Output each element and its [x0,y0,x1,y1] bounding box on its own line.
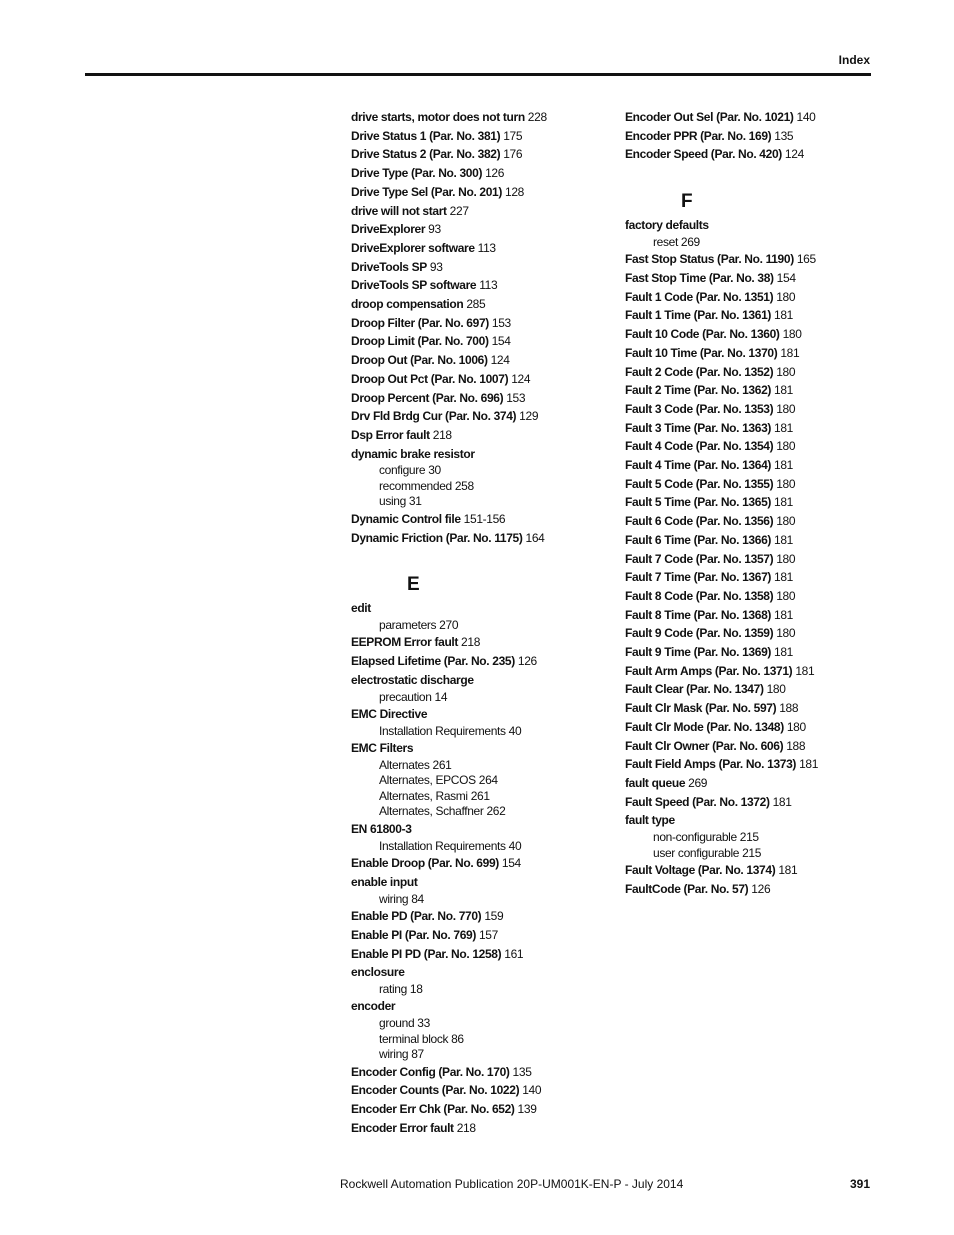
index-entry [351,276,631,295]
index-entry [625,774,905,793]
index-entry [625,699,905,718]
index-term: Fast Stop Time (Par. No. 38) [625,271,774,286]
index-entry [625,811,905,830]
index-subentry: using 31 [379,494,422,509]
index-term: EN 61800-3 [351,821,412,836]
index-term: Dsp Error fault [351,427,430,442]
index-page-ref[interactable]: 181 [774,308,794,323]
index-term: Encoder Counts (Par. No. 1022) [351,1083,520,1098]
index-page-ref[interactable]: 159 [484,909,504,924]
index-entry [625,456,905,475]
index-entry [351,1100,631,1119]
index-page-ref[interactable]: 181 [795,663,815,678]
index-page-ref[interactable]: 154 [501,856,521,871]
index-entry [625,512,905,531]
index-entry [625,127,905,146]
index-entry [351,1119,631,1138]
index-page-ref[interactable]: 180 [776,364,796,379]
index-entry [351,945,631,964]
index-entry [351,389,631,408]
index-subentry: recommended 258 [379,478,474,493]
index-term: factory defaults [625,218,709,233]
index-term: Encoder PPR (Par. No. 169) [625,128,772,143]
index-page-ref[interactable]: 153 [506,390,526,405]
index-page-ref[interactable]: 188 [786,738,806,753]
index-page-ref[interactable]: 181 [774,645,794,660]
index-term: Fault 3 Time (Par. No. 1363) [625,420,772,435]
index-page-ref[interactable]: 124 [511,371,531,386]
index-page-ref[interactable]: 180 [776,476,796,491]
index-page-ref[interactable]: 181 [774,383,794,398]
index-term: Droop Percent (Par. No. 696) [351,390,504,405]
index-entry [625,250,905,269]
index-entry [351,127,631,146]
index-page-ref[interactable]: 181 [774,420,794,435]
index-term: EMC Filters [351,741,414,756]
index-subentry: reset 269 [653,234,700,249]
index-page-ref[interactable]: 140 [522,1083,542,1098]
index-entry [351,239,631,258]
index-entry [625,437,905,456]
index-page-ref[interactable]: 180 [776,401,796,416]
index-page-ref[interactable]: 126 [485,166,505,181]
index-term: Fault 8 Time (Par. No. 1368) [625,607,772,622]
index-subentry: non-configurable 215 [653,830,759,845]
index-page-ref[interactable]: 180 [776,588,796,603]
index-page-ref[interactable]: 154 [776,271,796,286]
index-entry [351,633,631,652]
index-term: dynamic brake resistor [351,446,475,461]
index-term: Fault Clr Mask (Par. No. 597) [625,701,777,716]
index-term: DriveExplorer software [351,240,475,255]
header-rule [85,73,871,76]
index-term: Enable Droop (Par. No. 699) [351,856,499,871]
index-page-ref[interactable]: 124 [784,147,804,162]
index-entry [351,351,631,370]
index-entry [625,861,905,880]
index-term: Droop Out (Par. No. 1006) [351,353,488,368]
index-entry [351,164,631,183]
index-page-ref[interactable]: 153 [491,315,511,330]
index-page-ref[interactable]: 227 [449,203,469,218]
index-entry [625,344,905,363]
index-term: Encoder Config (Par. No. 170) [351,1064,510,1079]
index-entry [351,739,631,758]
index-page-ref[interactable]: 181 [772,794,792,809]
index-term: Dynamic Friction (Par. No. 1175) [351,530,523,545]
index-page-ref[interactable]: 151-156 [463,511,506,526]
footer-publication: Rockwell Automation Publication 20P-UM001K-EN-P - July 2014 [340,1177,684,1191]
index-entry [351,510,631,529]
index-entry [625,419,905,438]
index-page-ref[interactable]: 165 [796,252,816,267]
index-page-ref[interactable]: 181 [774,607,794,622]
index-subentry: wiring 84 [379,891,424,906]
index-entry [625,288,905,307]
index-term: DriveTools SP software [351,278,477,293]
index-entry [351,445,631,464]
index-entry [351,145,631,164]
index-page-ref[interactable]: 181 [774,570,794,585]
index-entry [625,737,905,756]
index-subentry: Installation Requirements 40 [379,723,522,738]
index-subentry: Alternates 261 [379,757,452,772]
index-page-ref[interactable]: 228 [527,110,547,124]
index-page-ref[interactable]: 180 [776,551,796,566]
index-term: Fault 10 Time (Par. No. 1370) [625,345,778,360]
index-term: Encoder Error fault [351,1120,454,1135]
index-term: Fault Field Amps (Par. No. 1373) [625,757,797,772]
index-page-ref[interactable]: 126 [517,654,537,669]
index-term: electrostatic discharge [351,672,474,687]
index-subentry: wiring 87 [379,1047,424,1062]
index-entry [351,426,631,445]
index-entry [625,108,905,127]
index-term: Encoder Out Sel (Par. No. 1021) [625,110,794,124]
index-entry [351,529,631,548]
index-page-ref[interactable]: 93 [428,222,441,237]
index-entry [625,755,905,774]
index-column-right [625,108,905,899]
index-page-ref[interactable]: 180 [776,289,796,304]
index-term: drive will not start [351,203,447,218]
index-page-ref[interactable]: 113 [479,278,498,293]
index-term: Fault Clr Owner (Par. No. 606) [625,738,784,753]
index-term: Fault Arm Amps (Par. No. 1371) [625,663,793,678]
index-page-ref[interactable]: 180 [786,719,806,734]
index-term: Fault 9 Code (Par. No. 1359) [625,626,774,641]
index-entry [625,145,905,164]
index-subentry: precaution 14 [379,689,448,704]
index-entry [351,295,631,314]
index-term: Fault 2 Code (Par. No. 1352) [625,364,774,379]
index-entry [351,705,631,724]
index-page-ref[interactable]: 218 [461,635,481,650]
index-page-ref[interactable]: 176 [503,147,523,162]
index-term: Fast Stop Status (Par. No. 1190) [625,252,794,267]
index-subentry: Alternates, Rasmi 261 [379,788,490,803]
index-term: Elapsed Lifetime (Par. No. 235) [351,654,515,669]
index-subentry: parameters 270 [379,617,459,632]
index-term: fault queue [625,776,686,790]
page-number: 391 [849,1177,870,1191]
index-page-ref[interactable]: 93 [429,259,443,274]
index-page-ref[interactable]: 180 [776,626,796,641]
index-term: Drive Type (Par. No. 300) [351,166,483,181]
index-column-left [351,108,631,1137]
index-term: Fault 4 Time (Par. No. 1364) [625,458,772,473]
index-page-ref[interactable]: 135 [512,1064,532,1079]
index-term: Drive Type Sel (Par. No. 201) [351,184,503,199]
index-term: Fault 4 Code (Par. No. 1354) [625,439,774,454]
index-term: Droop Filter (Par. No. 697) [351,315,489,330]
index-entry [625,216,905,235]
index-entry [351,202,631,221]
index-term: Fault Clr Mode (Par. No. 1348) [625,719,784,734]
index-entry [625,643,905,662]
index-page-ref[interactable]: 218 [432,427,452,442]
index-page-ref[interactable]: 180 [776,514,796,529]
index-term: Fault 7 Code (Par. No. 1357) [625,551,774,566]
index-entry [351,314,631,333]
index-term: encoder [351,999,396,1014]
index-entry [351,599,631,618]
index-page-ref[interactable]: 181 [799,757,819,772]
index-term: Fault 7 Time (Par. No. 1367) [625,570,772,585]
index-entry [625,662,905,681]
index-entry [625,400,905,419]
index-page-ref[interactable]: 180 [782,327,802,342]
index-page-ref[interactable]: 154 [491,334,511,349]
index-term: Fault 1 Code (Par. No. 1351) [625,289,774,304]
index-term: Drive Status 1 (Par. No. 381) [351,128,501,143]
index-page-ref[interactable]: 181 [778,863,798,878]
index-term: Fault 8 Code (Par. No. 1358) [625,588,774,603]
index-entry [351,332,631,351]
index-page-ref[interactable]: 181 [774,458,794,473]
index-page-ref[interactable]: 164 [525,530,545,545]
index-term: Fault 5 Code (Par. No. 1355) [625,476,774,491]
index-entry [351,873,631,892]
index-term: Enable PD (Par. No. 770) [351,909,482,924]
index-page-ref[interactable]: 139 [517,1102,537,1117]
index-entry [351,108,631,127]
index-subentry: rating 18 [379,981,423,996]
index-entry [625,363,905,382]
index-term: Fault Clear (Par. No. 1347) [625,682,764,697]
running-header: Index [838,53,870,67]
index-subentry: ground 33 [379,1016,430,1031]
index-subentry: Installation Requirements 40 [379,838,522,853]
index-page-ref[interactable]: 124 [490,353,510,368]
index-entry [351,907,631,926]
index-page-ref[interactable]: 269 [688,776,708,790]
index-term: Fault 3 Code (Par. No. 1353) [625,401,774,416]
index-entry [351,1063,631,1082]
index-subentry: Alternates, EPCOS 264 [379,773,498,788]
index-term: Drv Fld Brdg Cur (Par. No. 374) [351,409,517,424]
index-term: drive starts, motor does not turn [351,110,525,124]
index-term: DriveExplorer [351,222,426,237]
index-term: Enable PI PD (Par. No. 1258) [351,946,502,961]
index-entry [625,624,905,643]
index-term: Fault 6 Code (Par. No. 1356) [625,514,774,529]
index-page-ref[interactable]: 113 [477,240,496,255]
index-page-ref[interactable]: 157 [478,927,498,942]
index-term: EMC Directive [351,707,428,722]
index-entry [625,680,905,699]
index-term: DriveTools SP [351,259,427,274]
index-page-ref[interactable]: 180 [776,439,796,454]
index-term: Encoder Speed (Par. No. 420) [625,147,782,162]
index-term: Fault 9 Time (Par. No. 1369) [625,645,772,660]
index-entry [625,587,905,606]
index-entry [351,854,631,873]
index-entry [625,269,905,288]
index-page-ref[interactable]: 181 [780,345,800,360]
index-page-ref[interactable]: 188 [779,701,799,716]
index-letter-heading: F [681,191,693,213]
index-entry [625,325,905,344]
index-entry [351,963,631,982]
index-entry [625,306,905,325]
index-entry [351,258,631,277]
index-entry [351,1081,631,1100]
index-entry [351,671,631,690]
index-page-ref[interactable]: 180 [766,682,786,697]
index-term: enclosure [351,965,405,980]
index-page-ref[interactable]: 181 [774,495,794,510]
index-entry [351,997,631,1016]
index-term: Fault 6 Time (Par. No. 1366) [625,532,772,547]
index-subentry: terminal block 86 [379,1031,464,1046]
index-term: Fault 1 Time (Par. No. 1361) [625,308,772,323]
index-entry [625,493,905,512]
index-entry [351,926,631,945]
index-term: Fault 2 Time (Par. No. 1362) [625,383,772,398]
index-page-ref[interactable]: 175 [503,128,523,143]
index-entry [625,880,905,899]
index-entry [351,220,631,239]
index-term: fault type [625,813,675,828]
index-subentry: Alternates, Schaffner 262 [379,804,506,819]
index-term: edit [351,601,371,616]
index-entry [351,183,631,202]
index-entry [351,820,631,839]
index-term: Drive Status 2 (Par. No. 382) [351,147,501,162]
index-page-ref[interactable]: 126 [751,881,771,896]
index-letter-heading: E [407,574,420,596]
index-term: FaultCode (Par. No. 57) [625,881,749,896]
index-term: EEPROM Error fault [351,635,459,650]
index-page-ref[interactable]: 129 [519,409,539,424]
index-term: Droop Out Pct (Par. No. 1007) [351,371,509,386]
index-term: Droop Limit (Par. No. 700) [351,334,489,349]
index-entry [351,407,631,426]
index-term: droop compensation [351,297,464,312]
index-page-ref[interactable]: 218 [456,1120,476,1135]
index-term: Fault 5 Time (Par. No. 1365) [625,495,772,510]
index-subentry: configure 30 [379,463,441,478]
index-entry [625,531,905,550]
index-term: Encoder Err Chk (Par. No. 652) [351,1102,515,1117]
index-term: Fault Speed (Par. No. 1372) [625,794,770,809]
index-page-ref[interactable]: 161 [504,946,524,961]
index-term: Fault Voltage (Par. No. 1374) [625,863,776,878]
index-term: Enable PI (Par. No. 769) [351,927,476,942]
index-entry [625,718,905,737]
index-entry [625,606,905,625]
index-term: Fault 10 Code (Par. No. 1360) [625,327,780,342]
index-term: enable input [351,874,418,889]
index-entry [351,370,631,389]
index-page-ref[interactable]: 140 [796,110,816,124]
index-subentry: user configurable 215 [653,845,762,860]
index-entry [625,475,905,494]
index-page-ref[interactable]: 181 [774,532,794,547]
index-term: Dynamic Control file [351,511,461,526]
index-entry [625,550,905,569]
index-page-ref[interactable]: 128 [505,184,524,199]
index-entry [625,381,905,400]
index-entry [625,568,905,587]
index-page-ref[interactable]: 135 [774,128,794,143]
index-entry [351,652,631,671]
index-entry [625,793,905,812]
index-page-ref[interactable]: 285 [466,297,486,312]
